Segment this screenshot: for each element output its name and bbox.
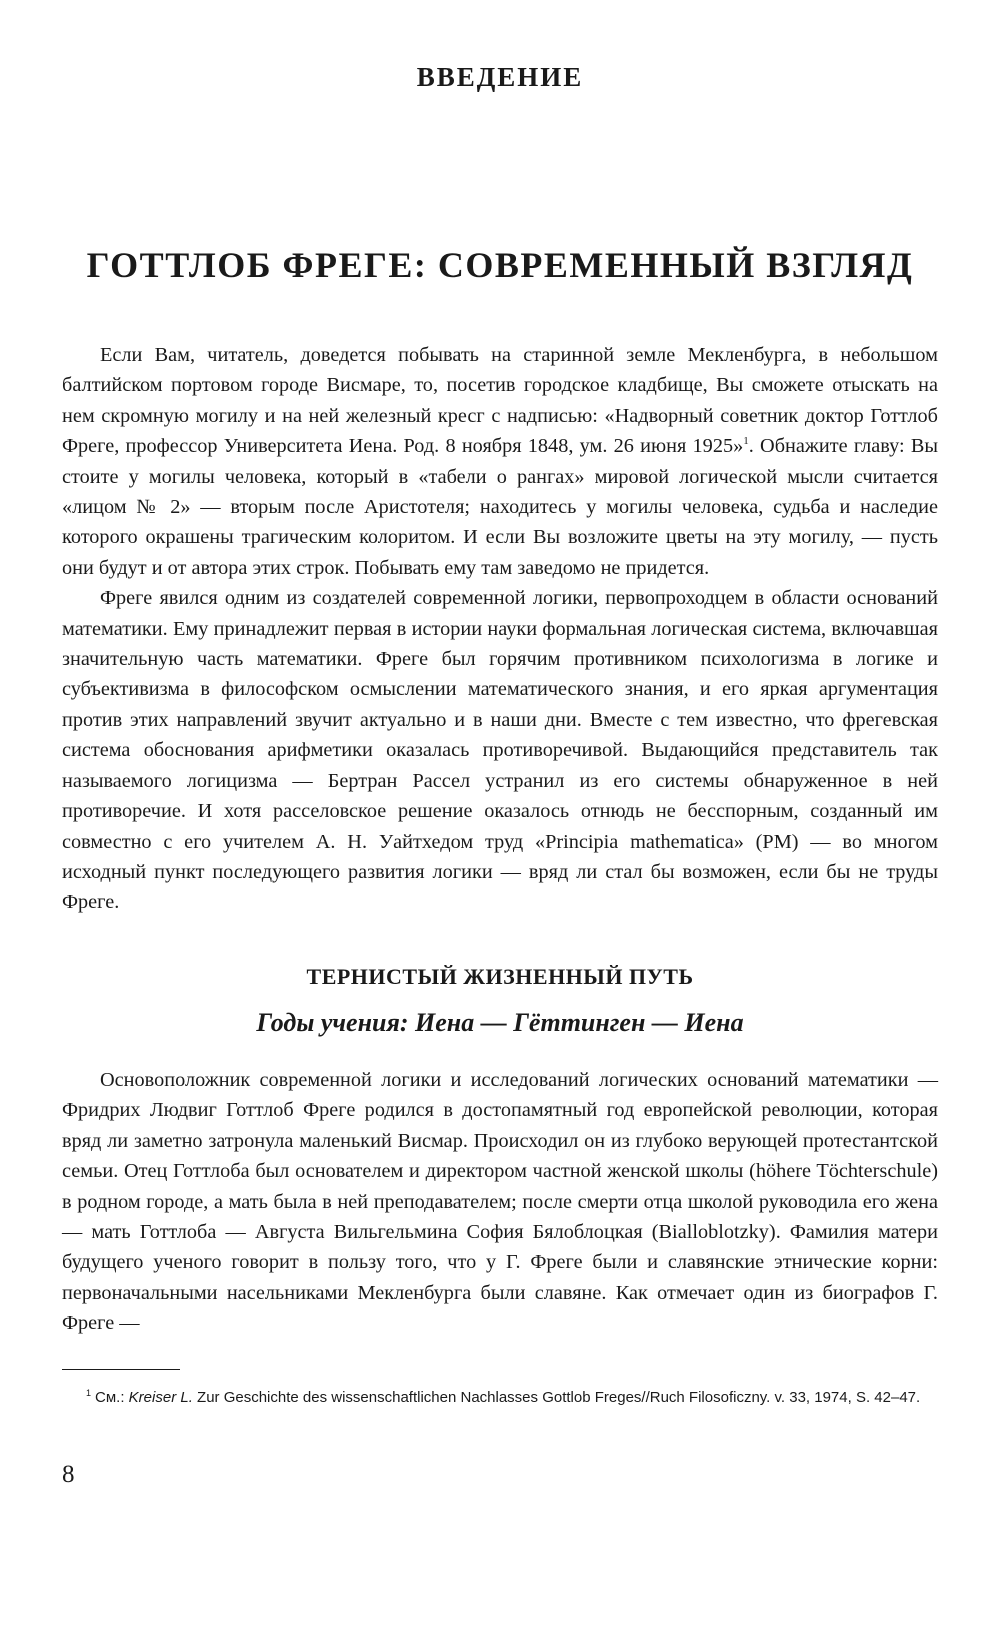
footnote-mark: 1: [86, 1388, 92, 1398]
footnote-divider: [62, 1369, 180, 1370]
footnote: [62, 1386, 938, 1410]
intro-paragraph-2: Фреге явился одним из создателей современной логики, первопроходцем в области оснований математики. Ему принадлежит первая в истории науки формальная логическая система, включавшая значительную часть математики. Фреге был горячим противником психологизма в логике и субъективизма в философском осмыслении математического знания, и его яркая аргументация против этих направлений звучит актуально и в наши дни. Вместе с тем известно, что фрегевская система обоснования арифметики оказалась противоречивой. Выдающийся представитель так называемого логицизма — Бертран Рассел устранил из его системы обнаруженное в ней противоречие. И хотя расселовское решение оказалось отнюдь не бесспорным, созданный им совместно с его учителем А. Н. Уайтхедом труд «Principia mathematica» (PM) — во многом исходный пункт последующего развития логики — вряд ли стал бы возможен, если бы не труды Фреге.: [62, 587, 938, 914]
chapter-title: ГОТТЛОБ ФРЕГЕ: СОВРЕМЕННЫЙ ВЗГЛЯД: [86, 245, 914, 285]
footnote-reference[interactable]: 1: [743, 435, 749, 448]
intro-text: [62, 340, 938, 918]
section-text: [62, 1065, 938, 1339]
section-label: ВВЕДЕНИЕ: [416, 62, 584, 92]
intro-paragraph-1: [62, 340, 938, 583]
intro-paragraph-1-continuation: . Обнажите главу: Вы стоите у могилы человека, который в «табели о рангах» мировой логической мысли считается «лицом № 2» — вторым после Аристотеля; находитесь у могилы человека, судьба и наследие которого окрашены трагическим колоритом. И если Вы возложите цветы на эту могилу, — пусть они будут и от автора этих строк. Побывать ему там заведомо не придется.: [62, 435, 938, 579]
page-number: 8: [62, 1461, 75, 1488]
section-heading: ТЕРНИСТЫЙ ЖИЗНЕННЫЙ ПУТЬ: [306, 964, 694, 989]
subsection-heading: Годы учения: Иена — Гёттинген — Иена: [256, 1008, 744, 1037]
section-paragraph-1: Основоположник современной логики и исследований логических оснований математики — Фридрих Людвиг Готтлоб Фреге родился в достопамятный год европейской революции, которая вряд ли заметно затронула маленький Висмар. Происходил он из глубоко верующей протестантской семьи. Отец Готтлоба был основателем и директором частной женской школы (höhere Töchterschule) в родном городе, а мать была в ней преподавателем; после смерти отца школой руководила его жена — мать Готтлоба — Августа Вильгельмина София Бялоблоцкая (Bialloblotzky). Фамилия матери будущего ученого говорит в пользу того, что у Г. Фреге были и славянские этнические корни: первоначальными насельниками Мекленбурга были славяне. Как отмечает один из биографов Г. Фреге —: [62, 1069, 938, 1335]
intro-paragraph-1-text: Если Вам, читатель, доведется побывать на старинной земле Мекленбурга, в небольшом балтийском портовом городе Висмаре, то, посетив городское кладбище, Вы сможете отыскать на нем скромную могилу и на ней железный кресг с надписью: «Надворный советник доктор Готтлоб Фреге, профессор Университета Иена. Род. 8 ноября 1848, ум. 26 июня 1925»: [62, 344, 938, 458]
footnote-author: Kreiser L.: [128, 1389, 193, 1406]
footnote-prefix: См.:: [95, 1389, 129, 1406]
footnote-text: Zur Geschichte des wissenschaftlichen Nachlasses Gottlob Freges//Ruch Filosoficzny. v. 33, 1974, S. 42–47.: [192, 1389, 921, 1406]
